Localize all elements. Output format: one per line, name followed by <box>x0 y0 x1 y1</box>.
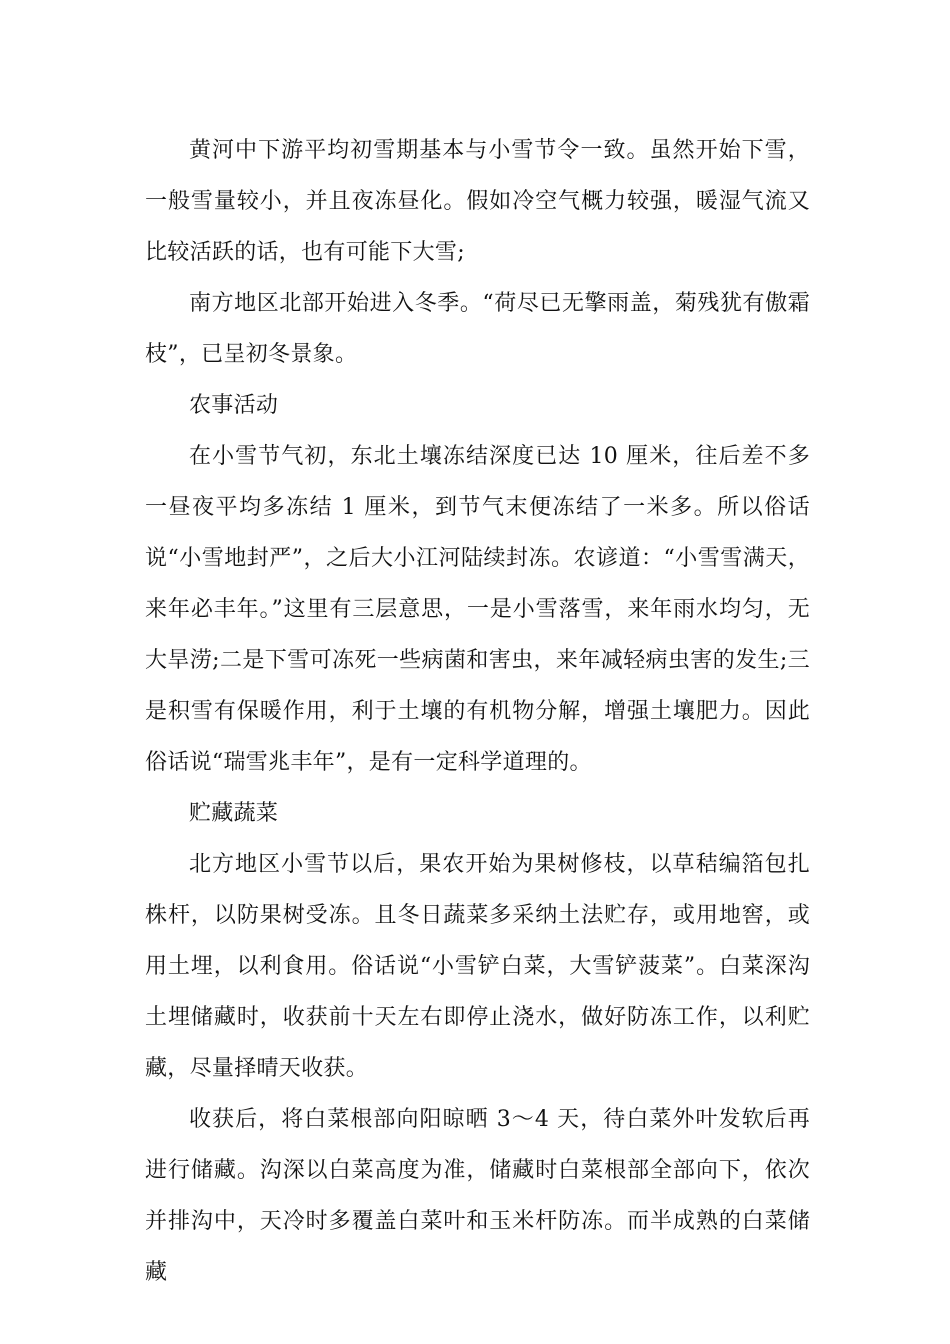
section-heading-vegetable-storage: 贮藏蔬菜 <box>189 801 279 826</box>
paragraph-south-winter: 南方地区北部开始进入冬季。“荷尽已无擎雨盖，菊残犹有傲霜枝”，已呈初冬景象。 <box>145 291 810 367</box>
paragraph-early-snow: 黄河中下游平均初雪期基本与小雪节令一致。虽然开始下雪，一般雪量较小，并且夜冻昼化。假如冷空气概力较强，暖湿气流又比较活跃的话，也有可能下大雪; <box>145 138 810 265</box>
paragraph-soil-freezing: 在小雪节气初，东北土壤冻结深度已达 10 厘米，往后差不多一昼夜平均多冻结 1 厘米，到节气末便冻结了一米多。所以俗话说“小雪地封严”，之后大小江河陆续封冻。农谚道：“小雪雪满天，来年必丰年。”这里有三层意思，一是小雪落雪，来年雨水均匀，无大旱涝;二是下雪可冻死一些病菌和害虫，来年减轻病虫害的发生;三是积雪有保暖作用，利于土壤的有机物分解，增强土壤肥力。因此俗话说“瑞雪兆丰年”，是有一定科学道理的。 <box>145 444 810 775</box>
paragraph-fruit-trees: 北方地区小雪节以后，果农开始为果树修枝，以草秸编箔包扎株杆，以防果树受冻。且冬日蔬菜多采纳土法贮存，或用地窖，或用土埋，以利食用。俗话说“小雪铲白菜，大雪铲菠菜”。白菜深沟土埋储藏时，收获前十天左右即停止浇水，做好防冻工作，以利贮藏，尽量择晴天收获。 <box>145 852 810 1081</box>
paragraph-cabbage-storage: 收获后，将白菜根部向阳晾晒 3～4 天，待白菜外叶发软后再进行储藏。沟深以白菜高度为准，储藏时白菜根部全部向下，依次并排沟中，天冷时多覆盖白菜叶和玉米杆防冻。而半成熟的白菜储藏 <box>145 1107 810 1285</box>
section-heading-farming: 农事活动 <box>189 393 279 418</box>
document-body <box>145 125 810 1298</box>
